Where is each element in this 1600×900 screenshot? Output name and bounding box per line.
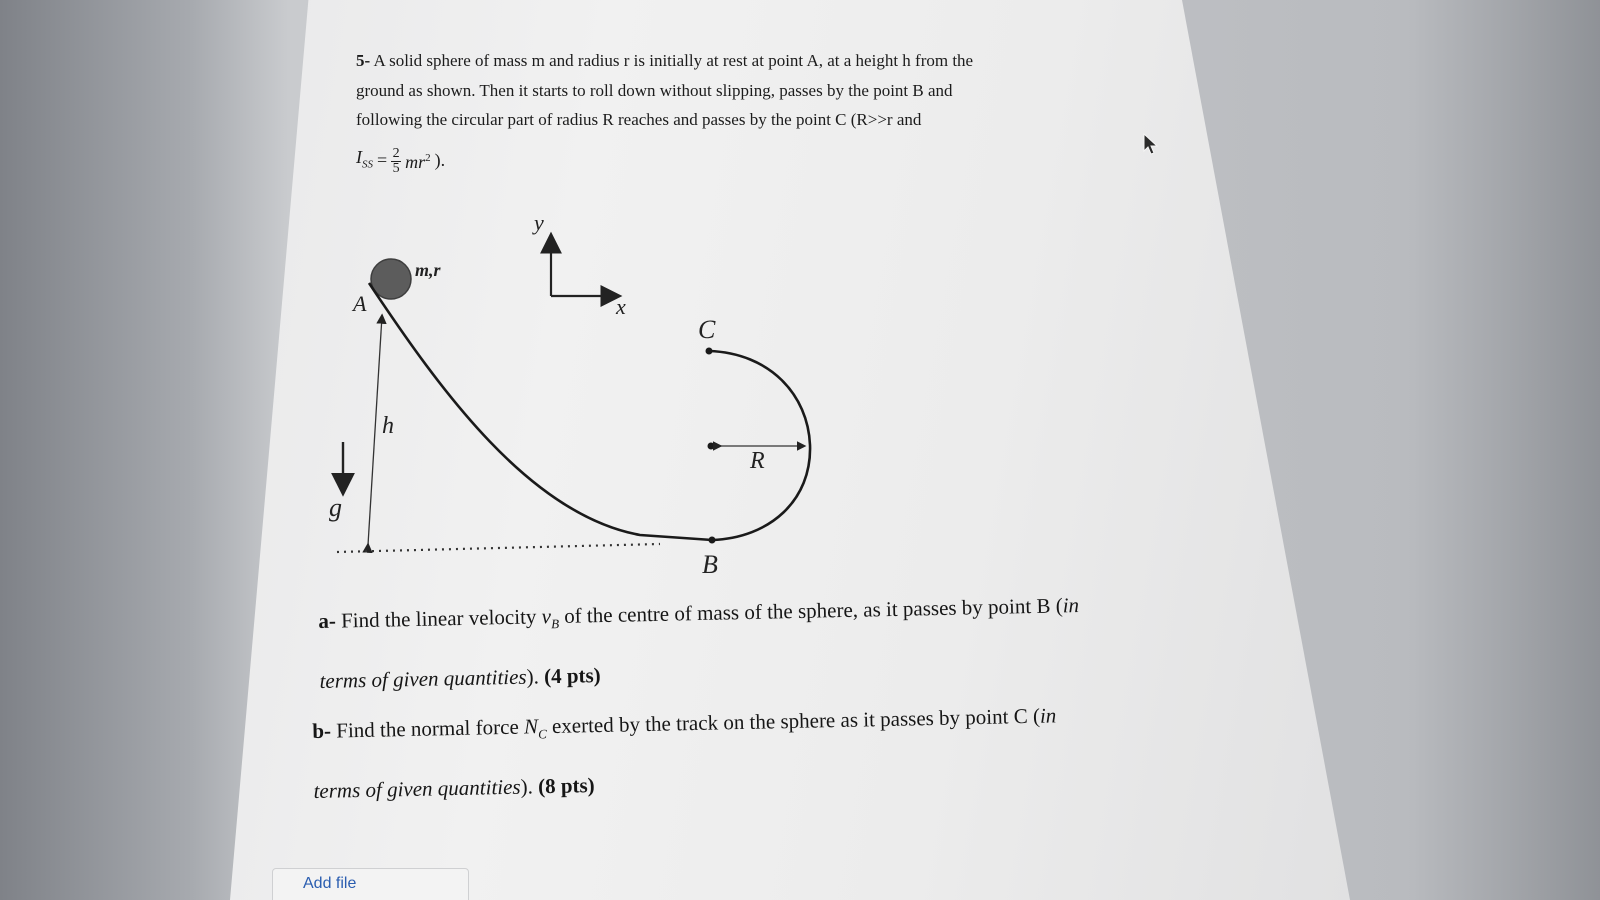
- question-b-symbol: $N_C$: [523, 714, 547, 742]
- question-a-close: ).: [526, 664, 540, 689]
- question-a-symbol: $v_B$: [541, 604, 560, 632]
- moment-subscript: SS: [362, 158, 373, 171]
- question-a-italic-2: terms of given quantities: [319, 664, 527, 694]
- question-b-points: (8 pts): [537, 773, 595, 799]
- question-b-prefix: b-: [312, 718, 332, 743]
- moment-exponent: 2: [425, 152, 431, 165]
- question-b-italic-1: in: [1039, 703, 1057, 728]
- add-file-label: Add file: [303, 875, 357, 892]
- problem-line-3: following the circular part of radius R reaches and passes by the point C (R>>r and: [356, 110, 922, 129]
- moment-rhs: $mr^2$: [405, 152, 431, 173]
- fraction-numerator: 2: [392, 145, 400, 161]
- sphere-label: m,r: [415, 260, 441, 280]
- problem-statement: [356, 46, 1126, 180]
- fraction: [391, 147, 401, 176]
- point-c-label: C: [698, 315, 716, 344]
- question-a-text-2: of the centre of mass of the sphere, as it passes by point B (: [563, 593, 1063, 628]
- height-label: h: [382, 413, 394, 439]
- question-b-text-2: exerted by the track on the sphere as it passes by point C (: [551, 703, 1041, 738]
- radius-label: R: [750, 448, 765, 474]
- mouse-pointer-icon: [1143, 133, 1161, 157]
- point-a-label: A: [353, 291, 367, 316]
- question-a-italic-1: in: [1062, 593, 1080, 618]
- gravity-label: g: [329, 493, 342, 522]
- question-a-points: (4 pts): [543, 663, 601, 689]
- fraction-denominator: 5: [392, 160, 400, 176]
- question-a: [318, 587, 1220, 696]
- axis-y-label: y: [534, 210, 544, 235]
- problem-text-1: A solid sphere of mass m and radius r is initially at rest at point A, at a height h from the: [373, 51, 974, 70]
- question-b: [312, 697, 1224, 806]
- problem-line-1: [356, 46, 1126, 76]
- problem-number: 5-: [356, 51, 371, 70]
- question-b-italic-2: terms of given quantities: [313, 774, 521, 804]
- point-b-label: B: [702, 550, 718, 579]
- question-a-prefix: a-: [318, 608, 337, 633]
- add-file-button[interactable]: [272, 868, 469, 900]
- moment-of-inertia: [356, 143, 1126, 180]
- problem-line-2: ground as shown. Then it starts to roll down without slipping, passes by the point B and: [356, 80, 953, 100]
- question-b-text: Find the normal force: [335, 714, 519, 743]
- axis-x-label: x: [616, 294, 626, 319]
- moment-lhs: $I_{SS}$: [356, 146, 373, 171]
- question-b-close: ).: [520, 774, 534, 799]
- moment-close: ).: [434, 150, 446, 171]
- moment-equals: =: [377, 150, 388, 171]
- question-a-text: Find the linear velocity: [340, 604, 537, 633]
